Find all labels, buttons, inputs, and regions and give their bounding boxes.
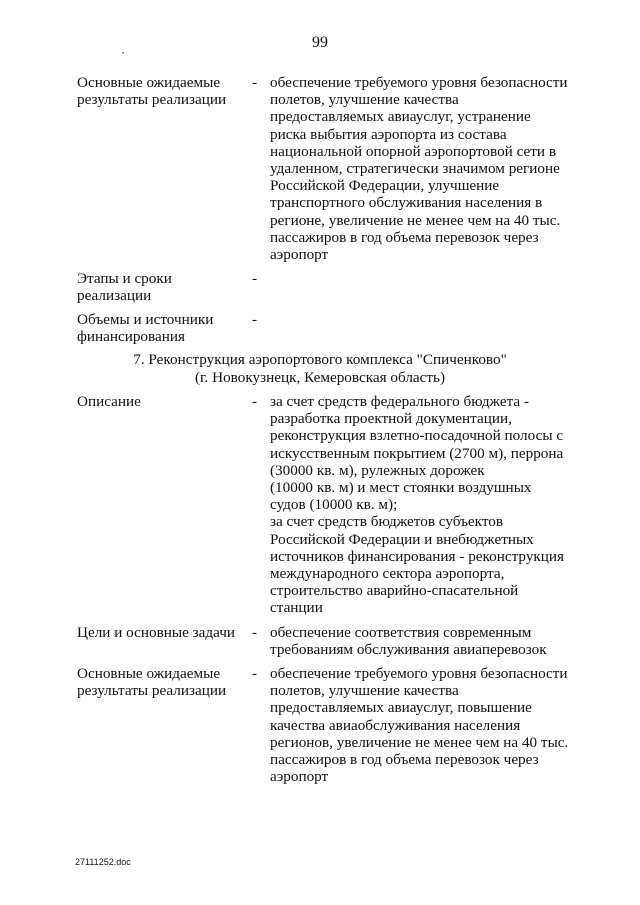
label-line: реализации	[77, 287, 152, 305]
row-value	[270, 74, 585, 263]
value-line: транспортного обслуживания населения в	[270, 194, 543, 212]
value-line: за счет средств бюджетов субъектов	[270, 513, 504, 531]
value-line: качества авиаобслуживания населения	[270, 716, 521, 734]
value-line: обеспечение соответствия современным	[270, 624, 532, 641]
label-line: результаты реализации	[77, 682, 227, 700]
value-line: пассажиров в год объема перевозок через	[270, 751, 539, 769]
value-line: предоставляемых авиауслуг, устранение	[270, 108, 531, 126]
row-label	[77, 624, 247, 641]
value-line: аэропорт	[270, 246, 329, 264]
value-line: судов (10000 кв. м);	[270, 496, 398, 514]
row-dash: -	[252, 393, 258, 410]
label-line: Основные ожидаемые	[77, 665, 221, 682]
label-line: финансирования	[77, 328, 185, 346]
heading-line: 7. Реконструкция аэропортового комплекса "Спиченково"	[133, 351, 507, 368]
row-value	[270, 624, 585, 658]
value-line: международного сектора аэропорта,	[270, 565, 505, 583]
value-line: Российской Федерации и внебюджетных	[270, 530, 534, 548]
value-line: регионе, увеличение не менее чем на 40 тыс.	[270, 211, 561, 229]
row-label	[77, 270, 247, 304]
row-dash: -	[252, 270, 258, 287]
value-line: предоставляемых авиауслуг, повышение	[270, 699, 532, 717]
value-line: полетов, улучшение качества	[270, 91, 459, 109]
label-line: Этапы и сроки	[77, 270, 172, 287]
value-line: полетов, улучшение качества	[270, 682, 459, 700]
value-line: строительство аварийно-спасательной	[270, 582, 519, 600]
page-number: 99	[312, 34, 328, 51]
label-line: результаты реализации	[77, 91, 227, 109]
row-dash: -	[252, 311, 258, 328]
row-value	[270, 393, 585, 617]
value-line: источников финансирования - реконструкция	[270, 547, 565, 565]
value-line: аэропорт	[270, 768, 329, 786]
value-line: (10000 кв. м) и мест стоянки воздушных	[270, 479, 532, 497]
value-line: за счет средств федерального бюджета -	[270, 393, 530, 410]
section-heading	[0, 351, 640, 387]
label-line: Описание	[77, 393, 141, 410]
row-dash: -	[252, 74, 258, 91]
value-line: искусственным покрытием (2700 м), перрона	[270, 444, 564, 462]
value-line: регионов, увеличение не менее чем на 40 тыс.	[270, 733, 569, 751]
value-line: риска выбытия аэропорта из состава	[270, 125, 507, 143]
value-line: пассажиров в год объема перевозок через	[270, 228, 539, 246]
value-line: разработка проектной документации,	[270, 410, 512, 428]
row-label	[77, 393, 247, 410]
value-line: национальной опорной аэропортовой сети в	[270, 142, 557, 160]
value-line: станции	[270, 599, 323, 617]
value-line: требованиям обслуживания авиаперевозок	[270, 641, 547, 659]
label-line: Цели и основные задачи	[77, 624, 235, 641]
row-label	[77, 665, 247, 699]
row-dash: -	[252, 624, 258, 641]
value-line: обеспечение требуемого уровня безопасности	[270, 665, 568, 682]
value-line: (30000 кв. м), рулежных дорожек	[270, 461, 485, 479]
label-line: Основные ожидаемые	[77, 74, 221, 91]
footer-filename: 27111252.doc	[75, 857, 131, 867]
value-line: удаленном, стратегически значимом регионе	[270, 160, 560, 178]
heading-line: (г. Новокузнецк, Кемеровская область)	[194, 369, 446, 386]
value-line: реконструкция взлетно-посадочной полосы с	[270, 427, 564, 445]
value-line: Российской Федерации, улучшение	[270, 177, 500, 195]
row-label	[77, 74, 247, 108]
row-label	[77, 311, 247, 345]
scan-dot	[122, 52, 124, 54]
row-dash: -	[252, 665, 258, 682]
label-line: Объемы и источники	[77, 311, 214, 328]
row-value	[270, 665, 585, 785]
value-line: обеспечение требуемого уровня безопасности	[270, 74, 568, 91]
